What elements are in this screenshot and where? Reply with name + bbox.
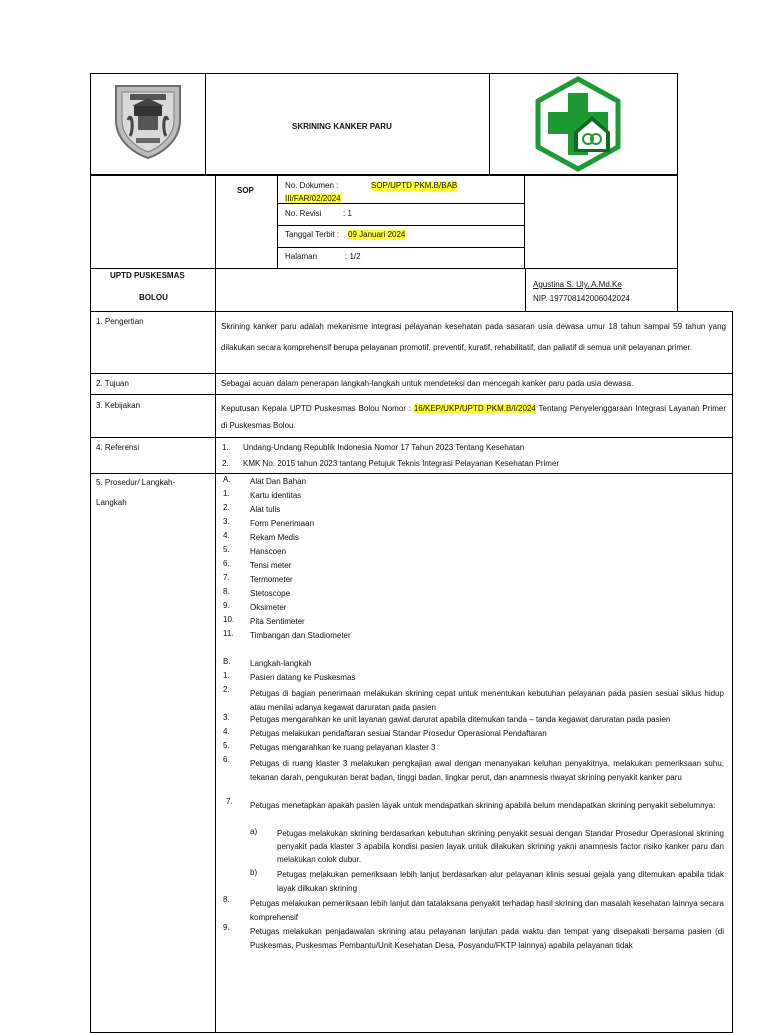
alat-item: Termometer <box>250 575 293 584</box>
section-a-marker: A. <box>223 475 231 484</box>
page-value: : 1/2 <box>345 252 361 261</box>
pengertian-text: Skrining kanker paru adalah mekanisme integrasi pelayanan kesehatan pada sasaran usia dewasa umur 18 tahun sampai 59 tahun yang dilakukan secara komprehensif berupa pelayanan promotif, preventif, kuratif, rehabilitatif, dan paliatif di semua unit pelayanan primer. <box>221 322 726 352</box>
alat-number: 5. <box>223 545 230 554</box>
step-number: 4. <box>223 727 230 736</box>
tujuan-text: Sebagai acuan dalam penerapan langkah-langkah untuk mendeteksi dan mencegah kanker paru pada usia dewasa. <box>221 379 634 388</box>
step-number: 1. <box>223 671 230 680</box>
alat-number: 3. <box>223 517 230 526</box>
step-text: Petugas melakukan pendaftaran sesuai Standar Prosedur Operasional Pendaftaran <box>250 729 547 738</box>
sop-right-cell <box>524 175 678 269</box>
signer-name: Agustina S. Uly, A.Md.Ke <box>533 280 622 289</box>
step-substep-text: Petugas melakukan pemeriksaan lebih lanjut berdasarkan alur pelayanan klinis sesuai gejala yang ditemukan apabila tidak layak dilkukan skrining <box>277 870 724 893</box>
alat-item: Hanscoen <box>250 547 287 556</box>
referensi-item-number: 1. <box>222 443 229 452</box>
referensi-item-text: Undang-Undang Republik Indonesia Nomor 17 Tahun 2023 Tentang Kesehatan <box>243 443 525 452</box>
revision-value: : 1 <box>343 209 352 218</box>
alat-number: 2. <box>223 503 230 512</box>
revision-label: No. Revisi <box>285 209 322 218</box>
section-b-marker: B. <box>223 657 231 666</box>
sop-left-cell <box>90 175 216 269</box>
step-text: Petugas mengarahkan ke unit layanan gawat darurat apabila ditemukan tanda – tanda kegawat daruratan pada pasien <box>250 715 671 724</box>
step-number: 2. <box>223 685 230 694</box>
alat-number: 7. <box>223 573 230 582</box>
date-value: 09 Januari 2024 <box>348 230 406 239</box>
alat-item: Alat tulis <box>250 505 281 514</box>
step-substep-text: Petugas melakukan skrining berdasarkan kebutuhan skrining penyakit sesuai dengan Standar Prosedur Operasional skrining penyakit pada klaster 3 apabila kondisi pasien layak untuk dilakukan skrining yakni anamnesis factor risiko kanker paru dan melakukan colok dubur. <box>277 829 724 864</box>
step-text: Pasien datang ke Puskesmas <box>250 673 356 682</box>
step-substep-marker: a) <box>250 827 258 836</box>
puskesmas-green-cross-logo <box>534 76 622 172</box>
step-text: Petugas melakukan penjadawalan skrining atau pelayanan lanjutan pada waktu dan tempat yang disepakati bersama pasien (di Puskesmas, Puskesmas Pembantu/Unit Kesehatan Desa, Posyandu/FKTP lainnya) apabila pelayanan tidak <box>250 927 724 950</box>
institution-name-line2: BOLOU <box>139 293 168 302</box>
alat-item: Pita Sentimeter <box>250 617 305 626</box>
alat-number: 6. <box>223 559 230 568</box>
referensi-item-number: 2. <box>222 459 229 468</box>
kebijakan-text-before: Keputusan Kepala UPTD Puskesmas Bolou Nomor : <box>221 404 414 413</box>
date-label: Tanggal Terbit : <box>285 230 340 239</box>
doc-number-value-line1: SOP/UPTD PKM.B/BAB <box>371 181 458 190</box>
alat-item: Rekam Medis <box>250 533 299 542</box>
referensi-item-text: KMK No. 2015 tahun 2023 tantang Petujuk Teknis Integrasi Pelayanan Kesehatan Primer <box>243 459 560 468</box>
kebijakan-text <box>221 400 726 434</box>
alat-item: Timbangan dan Stadiometer <box>250 631 351 640</box>
page-title: SKRINING KANKER PARU <box>292 122 392 131</box>
referensi-label: 4. Referensi <box>96 443 140 452</box>
alat-number: 1. <box>223 489 230 498</box>
step-text: Petugas di ruang klaster 3 melakukan pengkajian awal dengan menanyakan keluhan penyakitnya, melakukan pemeriksaan suhu, tekanan darah, pengukuran berat badan, tinggi badan, lingkar perut, dan anamnesis riwayat skrining penyakit kanker paru <box>250 759 724 782</box>
alat-item: Oksimeter <box>250 603 287 612</box>
alat-number: 8. <box>223 587 230 596</box>
section-a-title: Alat Dan Bahan <box>250 477 307 486</box>
signer-nip: NIP. 197708142006042024 <box>533 294 630 303</box>
step-number: 8. <box>223 895 230 904</box>
prosedur-label-line2: Langkah <box>96 498 127 507</box>
kebijakan-decree-number: 16/KEP/UKP/UPTD PKM.B/I/2024 <box>413 404 536 413</box>
alat-item: Stetoscope <box>250 589 291 598</box>
step-number: 3. <box>223 713 230 722</box>
regency-seal-logo <box>108 80 188 160</box>
step-substep-marker: b) <box>250 868 258 877</box>
step-number: 6. <box>223 755 230 764</box>
step-text: Petugas di bagian penerimaan melakukan skrining cepat untuk menentukan kebutuhan pelayanan pada pasien sesuai siklus hidup atau menilai adanya kegawat daruratan pada pasien <box>250 689 724 712</box>
alat-number: 9. <box>223 601 230 610</box>
kebijakan-label: 3. Kebijakan <box>96 401 141 410</box>
prosedur-label-cell <box>90 473 216 1033</box>
doc-number-value-line2: III/FAR/02/2024 <box>285 194 341 203</box>
alat-item: Tensi meter <box>250 561 292 570</box>
institution-name-line1: UPTD PUSKESMAS <box>110 271 185 280</box>
alat-item: Form Penerimaan <box>250 519 315 528</box>
page-label: Halaman <box>285 252 318 261</box>
tujuan-label: 2. Tujuan <box>96 379 129 388</box>
kebijakan-text-after: Tentang Penyelenggaraan Integrasi Layanan Primer di Puskesmas Bolou. <box>221 404 726 430</box>
step-number: 9. <box>223 923 230 932</box>
alat-number: 4. <box>223 531 230 540</box>
prosedur-label-line1: 5. Prosedur/ Langkah- <box>96 478 176 487</box>
section-b-title: Langkah-langkah <box>250 659 312 668</box>
step-text: Petugas melakukan pemeriksaan lebih lanjut dan tatalaksana penyakit terhadap hasil skrining dan masalah kesehatan lainnya secara komprehensif <box>250 899 724 922</box>
alat-item: Kartu identitas <box>250 491 302 500</box>
alat-number: 11. <box>223 629 234 638</box>
sop-label: SOP <box>237 186 254 195</box>
signature-cell <box>525 268 678 312</box>
alat-number: 10. <box>223 615 235 624</box>
institution-middle-cell <box>215 268 526 312</box>
step-text: Petugas mengarahkan ke ruang pelayanan klaster 3 <box>250 743 436 752</box>
pengertian-label: 1. Pengertian <box>96 317 144 326</box>
step-text: Petugas menetapkan apakah pasien layak untuk mendapatkan skrining apabila belum mendapatkan skrining penyakit sebelumnya: <box>250 801 716 810</box>
step-number: 7. <box>226 797 233 806</box>
step-number: 5. <box>223 741 230 750</box>
doc-number-label: No. Dokumen : <box>285 181 339 190</box>
